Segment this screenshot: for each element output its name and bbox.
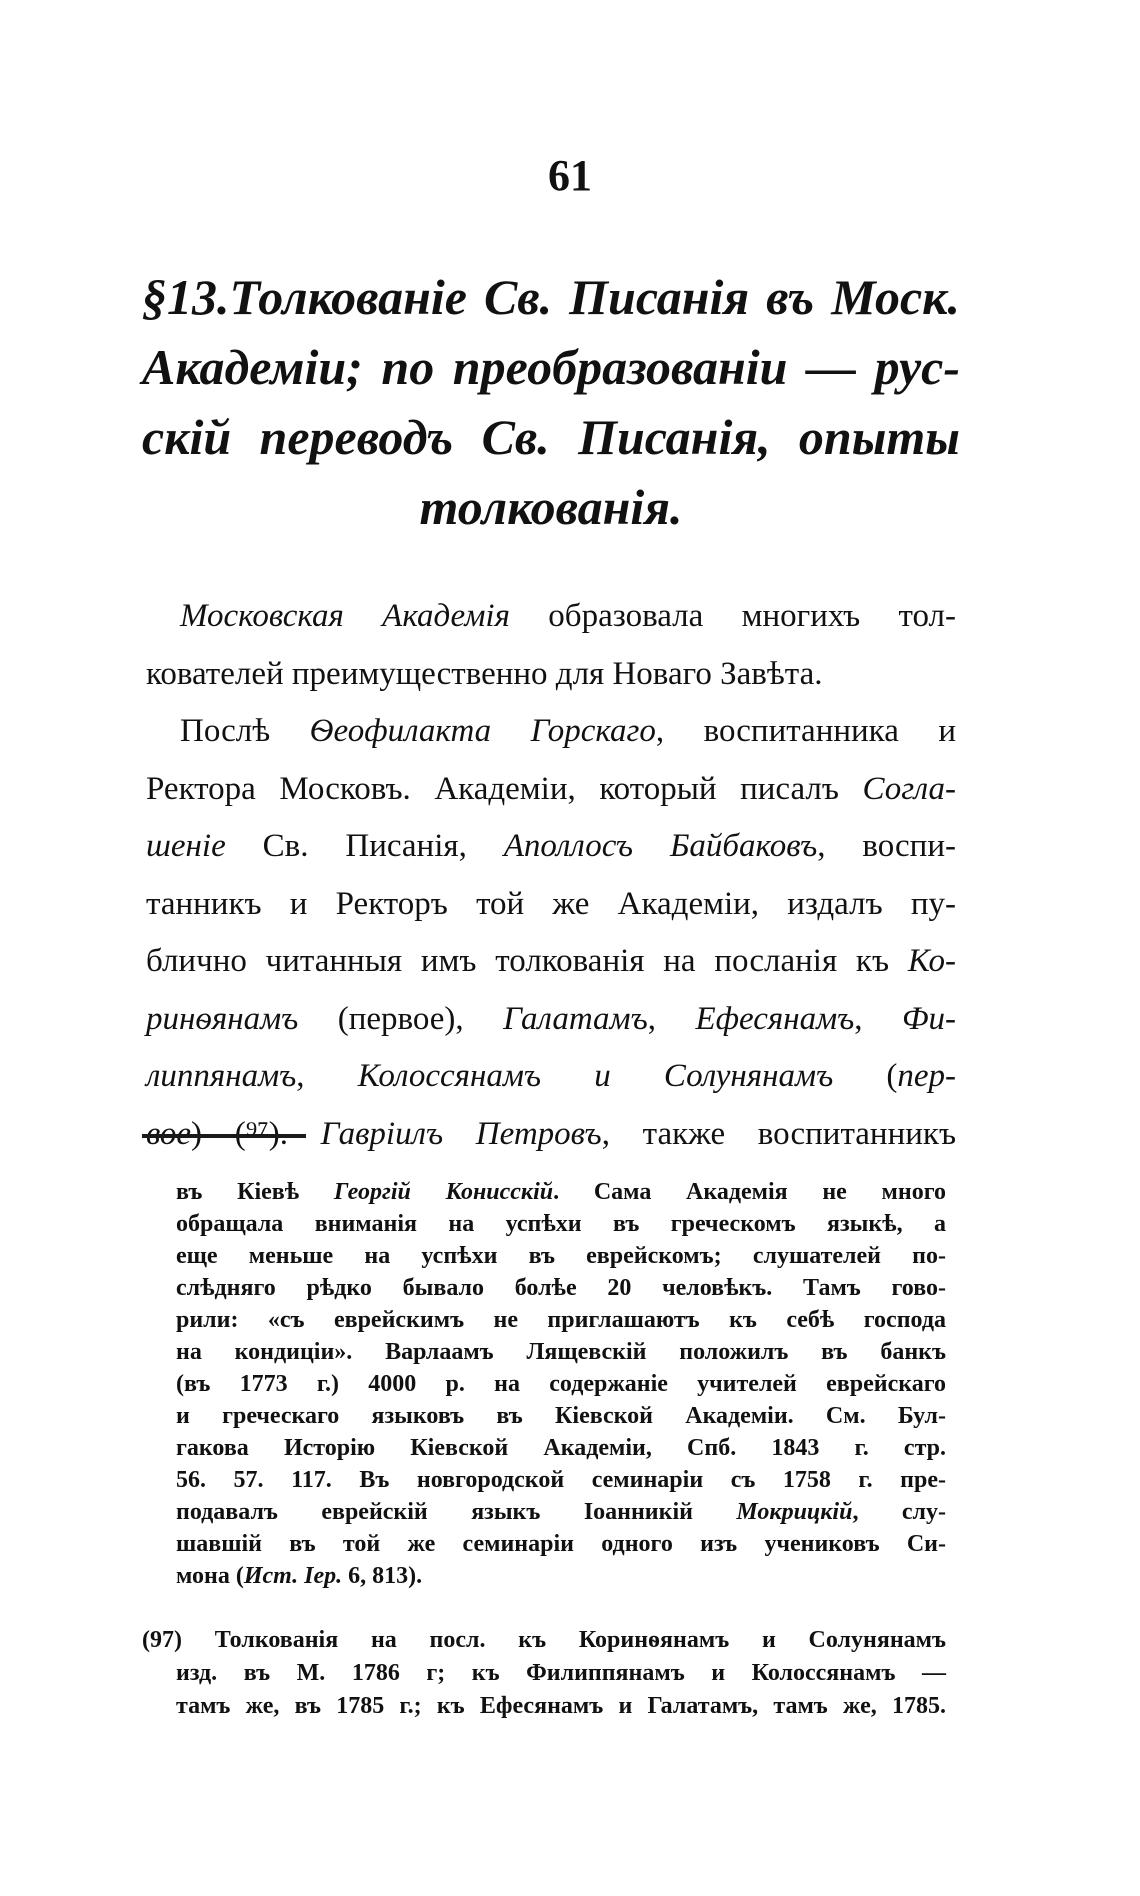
footnote-line: рили: «съ еврейскимъ не приглашаютъ къ себѣ господа [176, 1307, 946, 1333]
text-run: блично читанныя имъ толкованія на посланія къ [146, 943, 908, 979]
footnote-line: гакова Исторію Кіевской Академіи, Спб. 1843 г. стр. [176, 1435, 946, 1461]
body-line [146, 818, 956, 876]
footnote-separator-rule [142, 1134, 306, 1138]
text-run: Послѣ [180, 713, 310, 749]
italic-name: Аполлосъ Байбаковъ [503, 828, 818, 864]
footnote-continued [176, 1176, 946, 1592]
italic-name: Фи- [901, 1000, 957, 1037]
footnote-line: (въ 1773 г.) 4000 р. на содержаніе учителей еврейскаго [176, 1371, 946, 1397]
body-line [146, 588, 956, 646]
body-line: танникъ и Ректоръ той же Академіи, издалъ пу- [146, 885, 956, 922]
footnote-line: слѣдняго рѣдко бывало болѣе 20 человѣкъ. Тамъ гово- [176, 1275, 946, 1301]
text-run: , [296, 1058, 358, 1094]
footnote-line: на кондиціи». Варлаамъ Лящевскій положилъ въ банкъ [176, 1339, 946, 1365]
footnote-line: тамъ же, въ 1785 г.; къ Ефесянамъ и Галатамъ, тамъ же, 1785. [176, 1693, 946, 1719]
text-run: мона ( [176, 1563, 244, 1589]
text-run: , воспитанника и [655, 713, 957, 749]
footnote-line: шавшій въ той же семинаріи одного изъ учениковъ Си- [176, 1531, 946, 1557]
heading-line: толкованія. [419, 479, 683, 535]
footnote-line [176, 1496, 946, 1528]
italic-name: вое [146, 1115, 192, 1152]
text-run: , также воспитанникъ [601, 1115, 957, 1152]
italic-name: Гавріилъ Петровъ [320, 1115, 602, 1152]
page-number: 61 [548, 151, 592, 200]
heading-line: §13.Толкованіе Св. Писанія въ Моск. [142, 269, 960, 325]
section-heading [142, 262, 960, 542]
text-run: ) (⁹⁷). [191, 1115, 321, 1152]
body-line [146, 1048, 956, 1106]
italic-name: Колоссянамъ и Солунянамъ [357, 1058, 834, 1094]
italic-name: Ефесянамъ [695, 1000, 855, 1037]
text-run: , воспи- [817, 828, 956, 864]
footnote-97 [142, 1624, 946, 1723]
text-run: . Сама Академія не много [553, 1179, 947, 1205]
heading-line: скій переводъ Св. Писанія, опыты [142, 409, 960, 465]
italic-name: Галатамъ [503, 1000, 648, 1037]
text-run: образовала многихъ тол- [509, 598, 957, 634]
text-run: , [854, 1000, 902, 1037]
heading-line: Академіи; по преобразованіи — рус- [142, 339, 960, 395]
footnote-line [176, 1560, 946, 1592]
text-run: 6, 813). [342, 1563, 423, 1589]
italic-name: Московская Академія [180, 598, 510, 634]
italic-name: пер- [897, 1058, 957, 1094]
italic-name: Мокрицкій [736, 1499, 853, 1525]
footnote-line [176, 1176, 946, 1208]
text-run: (первое), [298, 1000, 504, 1037]
italic-name: Ист. Іер. [243, 1563, 343, 1589]
italic-name: Ко- [907, 943, 956, 979]
text-run: Ректора Московъ. Академіи, который писалъ [146, 770, 863, 807]
body-line [146, 703, 956, 761]
italic-name: ринѳянамъ [146, 1000, 299, 1037]
italic-name: Ѳеофилакта Горскаго [309, 713, 656, 749]
footnote-line: и греческаго языковъ въ Кіевской Академіи. См. Бул- [176, 1403, 946, 1429]
text-run: въ Кіевѣ [176, 1179, 334, 1205]
text-run: , слу- [852, 1499, 946, 1525]
body-line [146, 933, 956, 991]
body-line: кователей преимущественно для Новаго Завѣта. [146, 655, 823, 692]
footnote-line: 56. 57. 117. Въ новгородской семинаріи съ 1758 г. пре- [176, 1467, 946, 1493]
text-run: подавалъ еврейскій языкъ Іоанникій [176, 1499, 737, 1525]
body-line [146, 991, 956, 1049]
body-line [146, 761, 956, 819]
italic-name: липпянамъ [146, 1058, 297, 1094]
body-text [146, 588, 956, 1163]
footnote-line: изд. въ М. 1786 г; къ Филиппянамъ и Колоссянамъ — [176, 1660, 946, 1686]
footnote-line: обращала вниманія на успѣхи въ греческомъ языкѣ, а [176, 1211, 946, 1237]
text-run: , [647, 1000, 696, 1037]
text-run: Св. Писанія, [225, 828, 504, 864]
italic-name: Согла- [862, 770, 956, 807]
footnote-line: еще меньше на успѣхи въ еврейскомъ; слушателей по- [176, 1243, 946, 1269]
text-run: ( [833, 1058, 898, 1094]
italic-name: шеніе [146, 828, 226, 864]
footnote-line: (97) Толкованія на посл. къ Коринѳянамъ и Солунянамъ [142, 1627, 946, 1653]
italic-name: Георгій Конисскій [333, 1179, 554, 1205]
